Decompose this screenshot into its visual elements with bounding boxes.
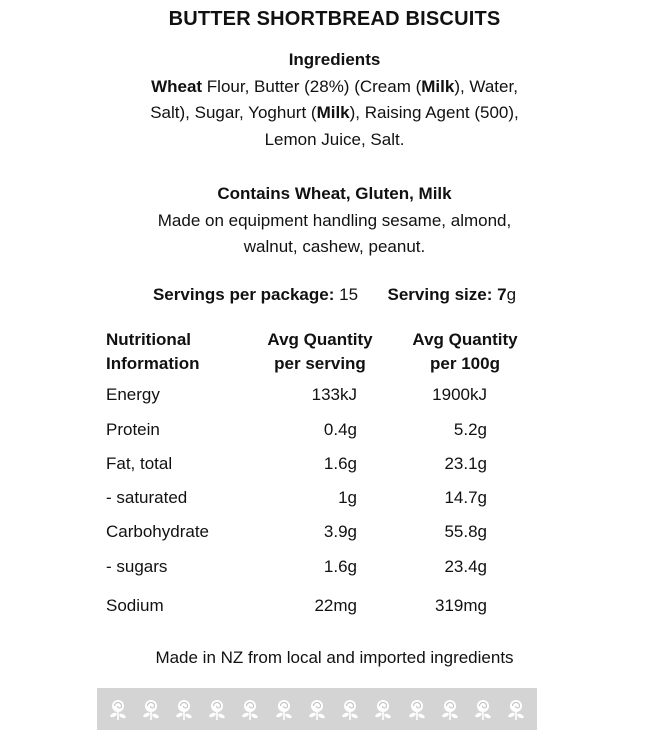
ingredients-text: ), Water,	[454, 77, 518, 96]
per-100g-value: 14.7g	[444, 488, 487, 507]
ingredients-line-2	[0, 100, 669, 126]
ingredients-line-1	[0, 74, 669, 100]
header-avg-quantity: Avg Quantity	[267, 330, 373, 349]
allergen-milk: Milk	[421, 77, 455, 96]
per-100g-value: 23.1g	[444, 454, 487, 473]
origin-statement: Made in NZ from local and imported ingredients	[155, 648, 514, 667]
nutrient-name: Carbohydrate	[106, 522, 210, 541]
servings-per-package-label: Servings per package:	[152, 285, 335, 304]
header-nutritional: Nutritional	[106, 330, 191, 349]
nutrient-name: Energy	[106, 385, 160, 404]
rose-icon	[370, 696, 396, 722]
header-information: Information	[106, 354, 200, 373]
per-serving-value: 133kJ	[311, 385, 357, 404]
product-title: BUTTER SHORTBREAD BISCUITS	[168, 8, 501, 30]
nutrient-name: Protein	[106, 420, 160, 439]
rose-icon	[304, 696, 330, 722]
per-100g-value: 319mg	[435, 596, 487, 615]
ingredients-text: Salt), Sugar, Yoghurt (	[150, 103, 317, 122]
nutrient-name: Fat, total	[106, 454, 173, 473]
rose-icon	[271, 696, 297, 722]
ingredients-text: ), Raising Agent (500),	[349, 103, 519, 122]
rose-icon	[138, 696, 164, 722]
per-100g-value: 5.2g	[453, 420, 487, 439]
table-row	[0, 385, 669, 411]
table-row	[0, 420, 669, 446]
rose-icon	[237, 696, 263, 722]
allergens-line-2: walnut, cashew, peanut.	[243, 237, 426, 256]
per-100g-value: 23.4g	[444, 557, 487, 576]
table-row	[0, 522, 669, 548]
allergen-wheat: Wheat	[151, 77, 203, 96]
header-per-serving: per serving	[274, 354, 366, 373]
nutrient-name: Sodium	[106, 596, 164, 615]
table-row	[0, 596, 669, 622]
servings-per-package-value: 15	[339, 285, 359, 304]
allergens-line-1: Made on equipment handling sesame, almond,	[157, 211, 512, 230]
rose-icon	[404, 696, 430, 722]
rose-icon	[337, 696, 363, 722]
rose-icon	[437, 696, 463, 722]
rose-icon	[171, 696, 197, 722]
servings-line	[0, 282, 669, 308]
ingredients-line-3: Lemon Juice, Salt.	[264, 130, 405, 149]
nutrition-table-header	[0, 328, 669, 376]
per-100g-value: 1900kJ	[432, 385, 487, 404]
allergens-heading: Contains Wheat, Gluten, Milk	[217, 184, 452, 203]
per-100g-value: 55.8g	[444, 522, 487, 541]
header-per-100g: per 100g	[430, 354, 500, 373]
per-serving-value: 1g	[338, 488, 357, 507]
allergen-milk: Milk	[316, 103, 350, 122]
rose-icon	[470, 696, 496, 722]
table-row	[0, 454, 669, 480]
nutrient-name: - sugars	[106, 557, 168, 576]
rose-icon	[105, 696, 131, 722]
serving-size-label: Serving size: 7	[387, 285, 507, 304]
nutrient-name: - saturated	[106, 488, 188, 507]
rose-icon	[503, 696, 529, 722]
decorative-rose-band	[97, 688, 537, 730]
per-serving-value: 1.6g	[323, 454, 357, 473]
serving-size-unit: g	[506, 285, 517, 304]
header-avg-quantity: Avg Quantity	[412, 330, 518, 349]
per-serving-value: 0.4g	[323, 420, 357, 439]
table-row	[0, 488, 669, 514]
ingredients-heading: Ingredients	[288, 50, 381, 69]
per-serving-value: 1.6g	[323, 557, 357, 576]
rose-icon	[204, 696, 230, 722]
per-serving-value: 3.9g	[323, 522, 357, 541]
table-row	[0, 557, 669, 583]
per-serving-value: 22mg	[314, 596, 357, 615]
ingredients-text: Flour, Butter (28%) (Cream (	[202, 77, 422, 96]
